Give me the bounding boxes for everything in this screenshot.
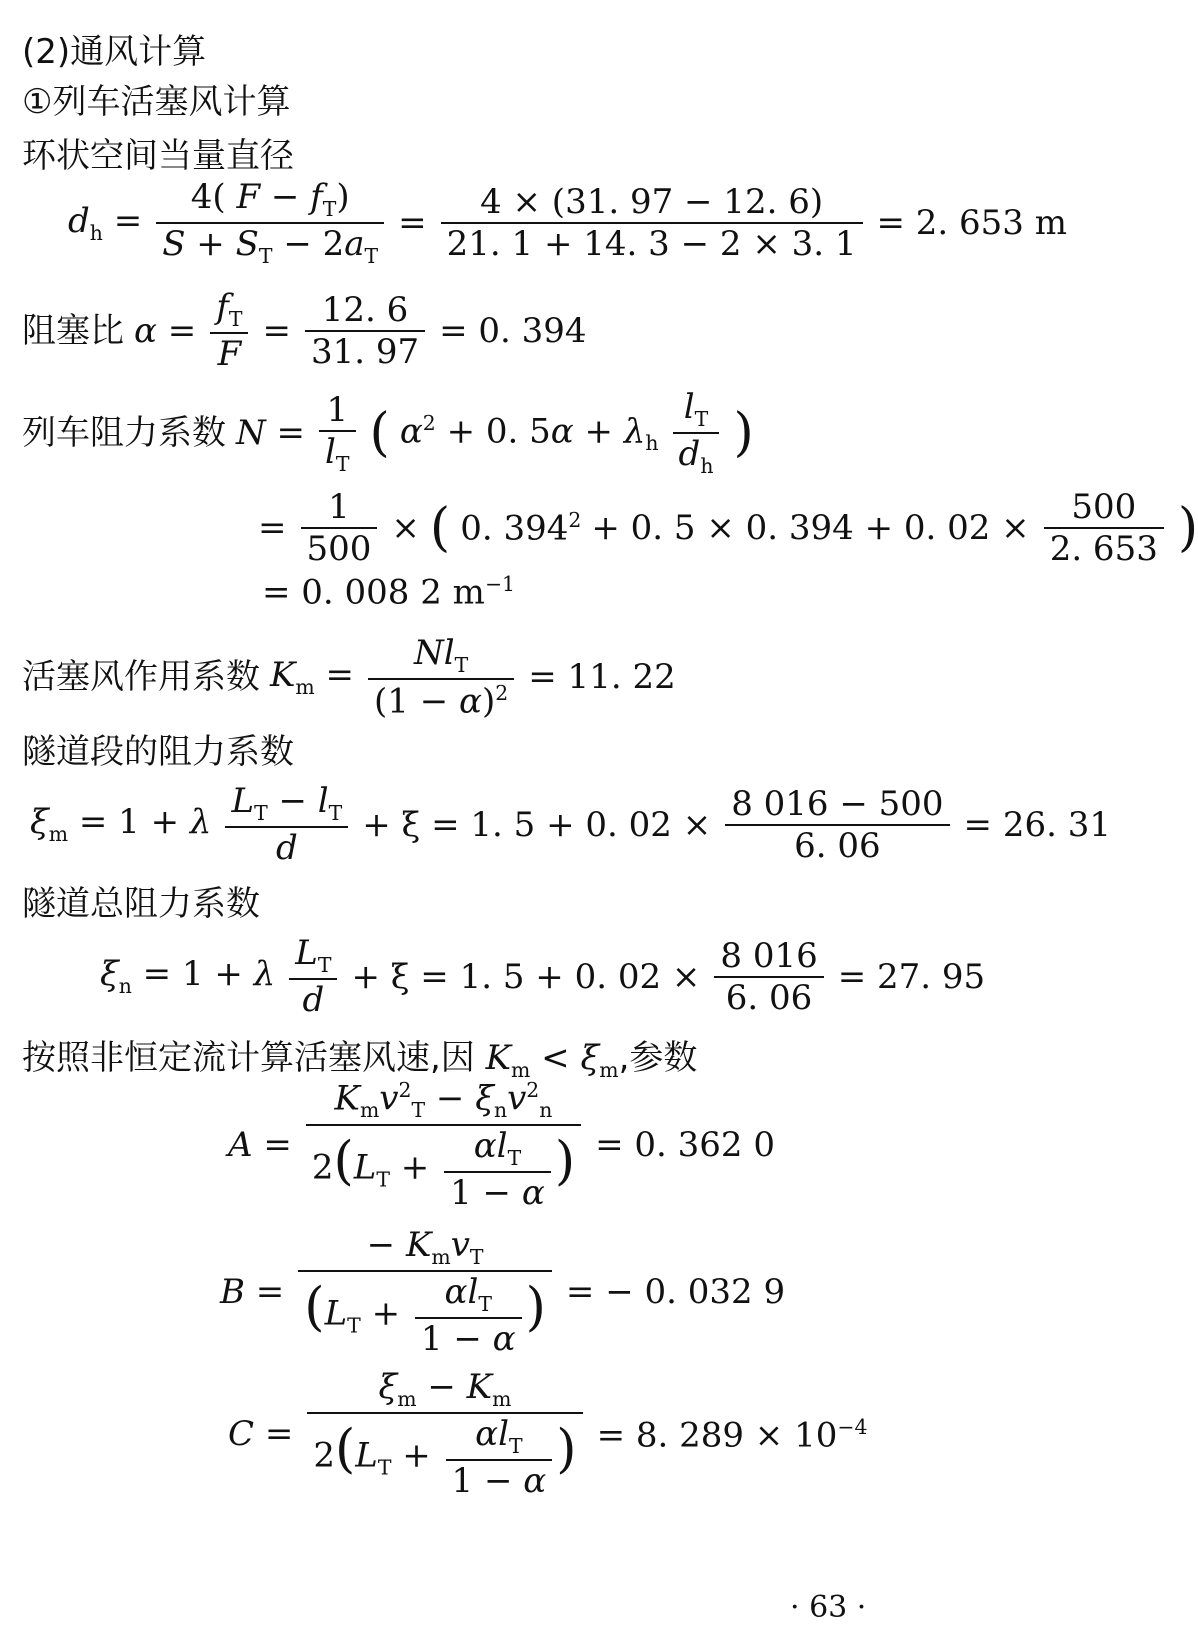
heading-ventilation: (2)通风计算 bbox=[22, 32, 207, 72]
xi-n-result: = 27. 95 bbox=[837, 956, 986, 997]
B-result: = − 0. 032 9 bbox=[565, 1272, 786, 1313]
formula-alpha: 阻塞比 α = $\frac{f_T}{F}$ = $\frac{12. 6}{31. 97}$ = 0. 394 bbox=[22, 287, 587, 375]
formula-Km: 活塞风作用系数 $K_m$ = $\frac{Nl_T}{(1 - \alpha)^2}$ = 11. 22 bbox=[22, 633, 676, 722]
C-result: = 8. $289 \times 10^{-4}$ bbox=[596, 1414, 868, 1455]
formula-xi-n: $\xi_n = 1 + \lambda$ $\frac{L_T}{d}$ + ξ = 1. 5 + 0. 02 × $\frac{8 016}{6. 06}$ = 27. 95 bbox=[100, 933, 986, 1021]
N-result: = 0. 008 2 $m^{-1}$ bbox=[262, 572, 515, 613]
page-number: · 63 · bbox=[790, 1590, 867, 1625]
Km-result: = 11. 22 bbox=[528, 657, 676, 698]
heading-equivalent-diameter: 环状空间当量直径 bbox=[22, 136, 294, 176]
formula-xi-m: $\xi_m = 1 + \lambda$ $\frac{L_T - l_T}{d}$ + ξ = 1. 5 + 0. 02 × $\frac{8 016 - 500}{6. 06}$ = 26. 31 bbox=[30, 781, 1111, 869]
dh-result: = 2. 653 m bbox=[876, 203, 1067, 244]
heading-tunnel-section: 隧道段的阻力系数 bbox=[22, 732, 294, 772]
formula-A: A = $K_mv^2_T - \xi_nv^2_n$ $2(L_T$ + $\frac{\alpha l_T}{1 - \alpha}$ ) = 0. 362 0 bbox=[228, 1078, 775, 1213]
A-result: = 0. 362 0 bbox=[595, 1124, 775, 1165]
formula-dh: $d_h$ = $\frac{4( F - f_T)}{S + S_T - 2a_T}$ = $\frac{4 \times (31. 97 - 12. 6)}{21. 1 + 14. 3 - 2 \times 3. 1}$ = 2. 653 m bbox=[68, 177, 1067, 268]
formula-C: C = $\xi_m - K_m$ $2(L_T$ + $\frac{\alpha l_T}{1 - \alpha}$ ) = 8. $289 \times 10^{-4}$ bbox=[228, 1367, 868, 1502]
xi-m-result: = 26. 31 bbox=[963, 804, 1111, 845]
heading-tunnel-total: 隧道总阻力系数 bbox=[22, 884, 260, 924]
heading-piston-wind: ①列车活塞风计算 bbox=[22, 82, 291, 122]
alpha-result: = 0. 394 bbox=[439, 310, 587, 351]
formula-B: B = − $K_mv_T$ ($L_T$ + $\frac{\alpha l_T}{1 - \alpha}$ ) = − 0. 032 9 bbox=[220, 1225, 786, 1360]
formula-N-substitution: = $\frac{1}{500}$ × ( 0. $394^2$ + 0. 5 × 0. 394 + 0. 02 × $\frac{500}{2. 653}$ ) bbox=[258, 487, 1198, 569]
formula-N-definition: 列车阻力系数 N = $\frac{1}{l_T}$ ( $\alpha^2 + 0$. $5\alpha + \lambda_h$ $\frac{l_T}{d_h}$ ) bbox=[22, 387, 754, 478]
unsteady-flow-line: 按照非恒定流计算活塞风速,因 $K_m < \xi_m$,参数 bbox=[22, 1038, 698, 1082]
